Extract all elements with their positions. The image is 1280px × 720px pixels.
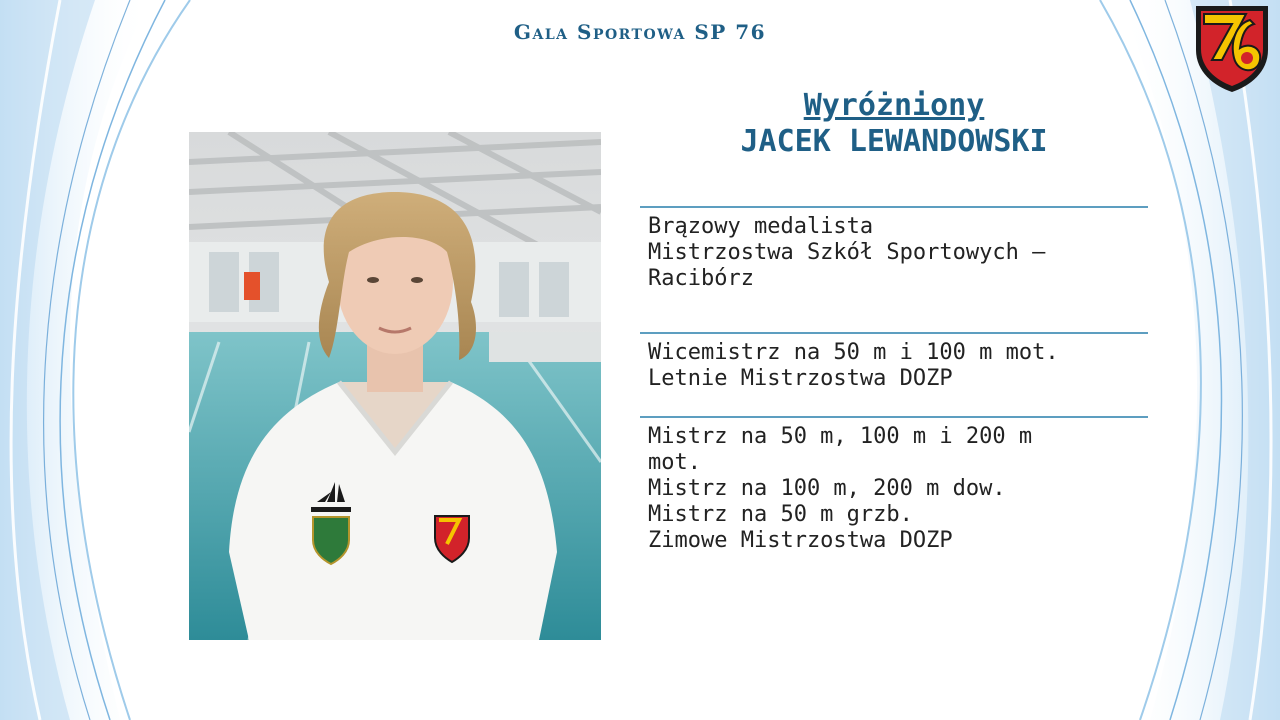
achievement-text: Wicemistrz na 50 m i 100 m mot. Letnie Mistrzostwa DOZP xyxy=(648,340,1059,391)
award-title-block xyxy=(640,88,1148,160)
achievement-text: Mistrz na 50 m, 100 m i 200 m mot. Mistrz na 100 m, 200 m dow. Mistrz na 50 m grzb. Zimowe Mistrzostwa DOZP xyxy=(648,424,1033,553)
achievement-card-3 xyxy=(640,416,1148,568)
presentation-header: Gala Sportowa SP 76 xyxy=(513,20,767,44)
achievement-text: Brązowy medalista Mistrzostwa Szkół Sportowych – Racibórz xyxy=(648,214,1046,291)
left-wave-decoration xyxy=(0,0,220,720)
achievement-card-1 xyxy=(640,206,1148,332)
award-subtitle: Wyróżniony xyxy=(803,88,985,123)
athlete-name: JACEK LEWANDOWSKI xyxy=(740,124,1048,159)
school-shield-logo-icon xyxy=(1192,2,1272,94)
athlete-portrait-photo xyxy=(189,132,601,640)
achievement-card-2 xyxy=(640,332,1148,416)
